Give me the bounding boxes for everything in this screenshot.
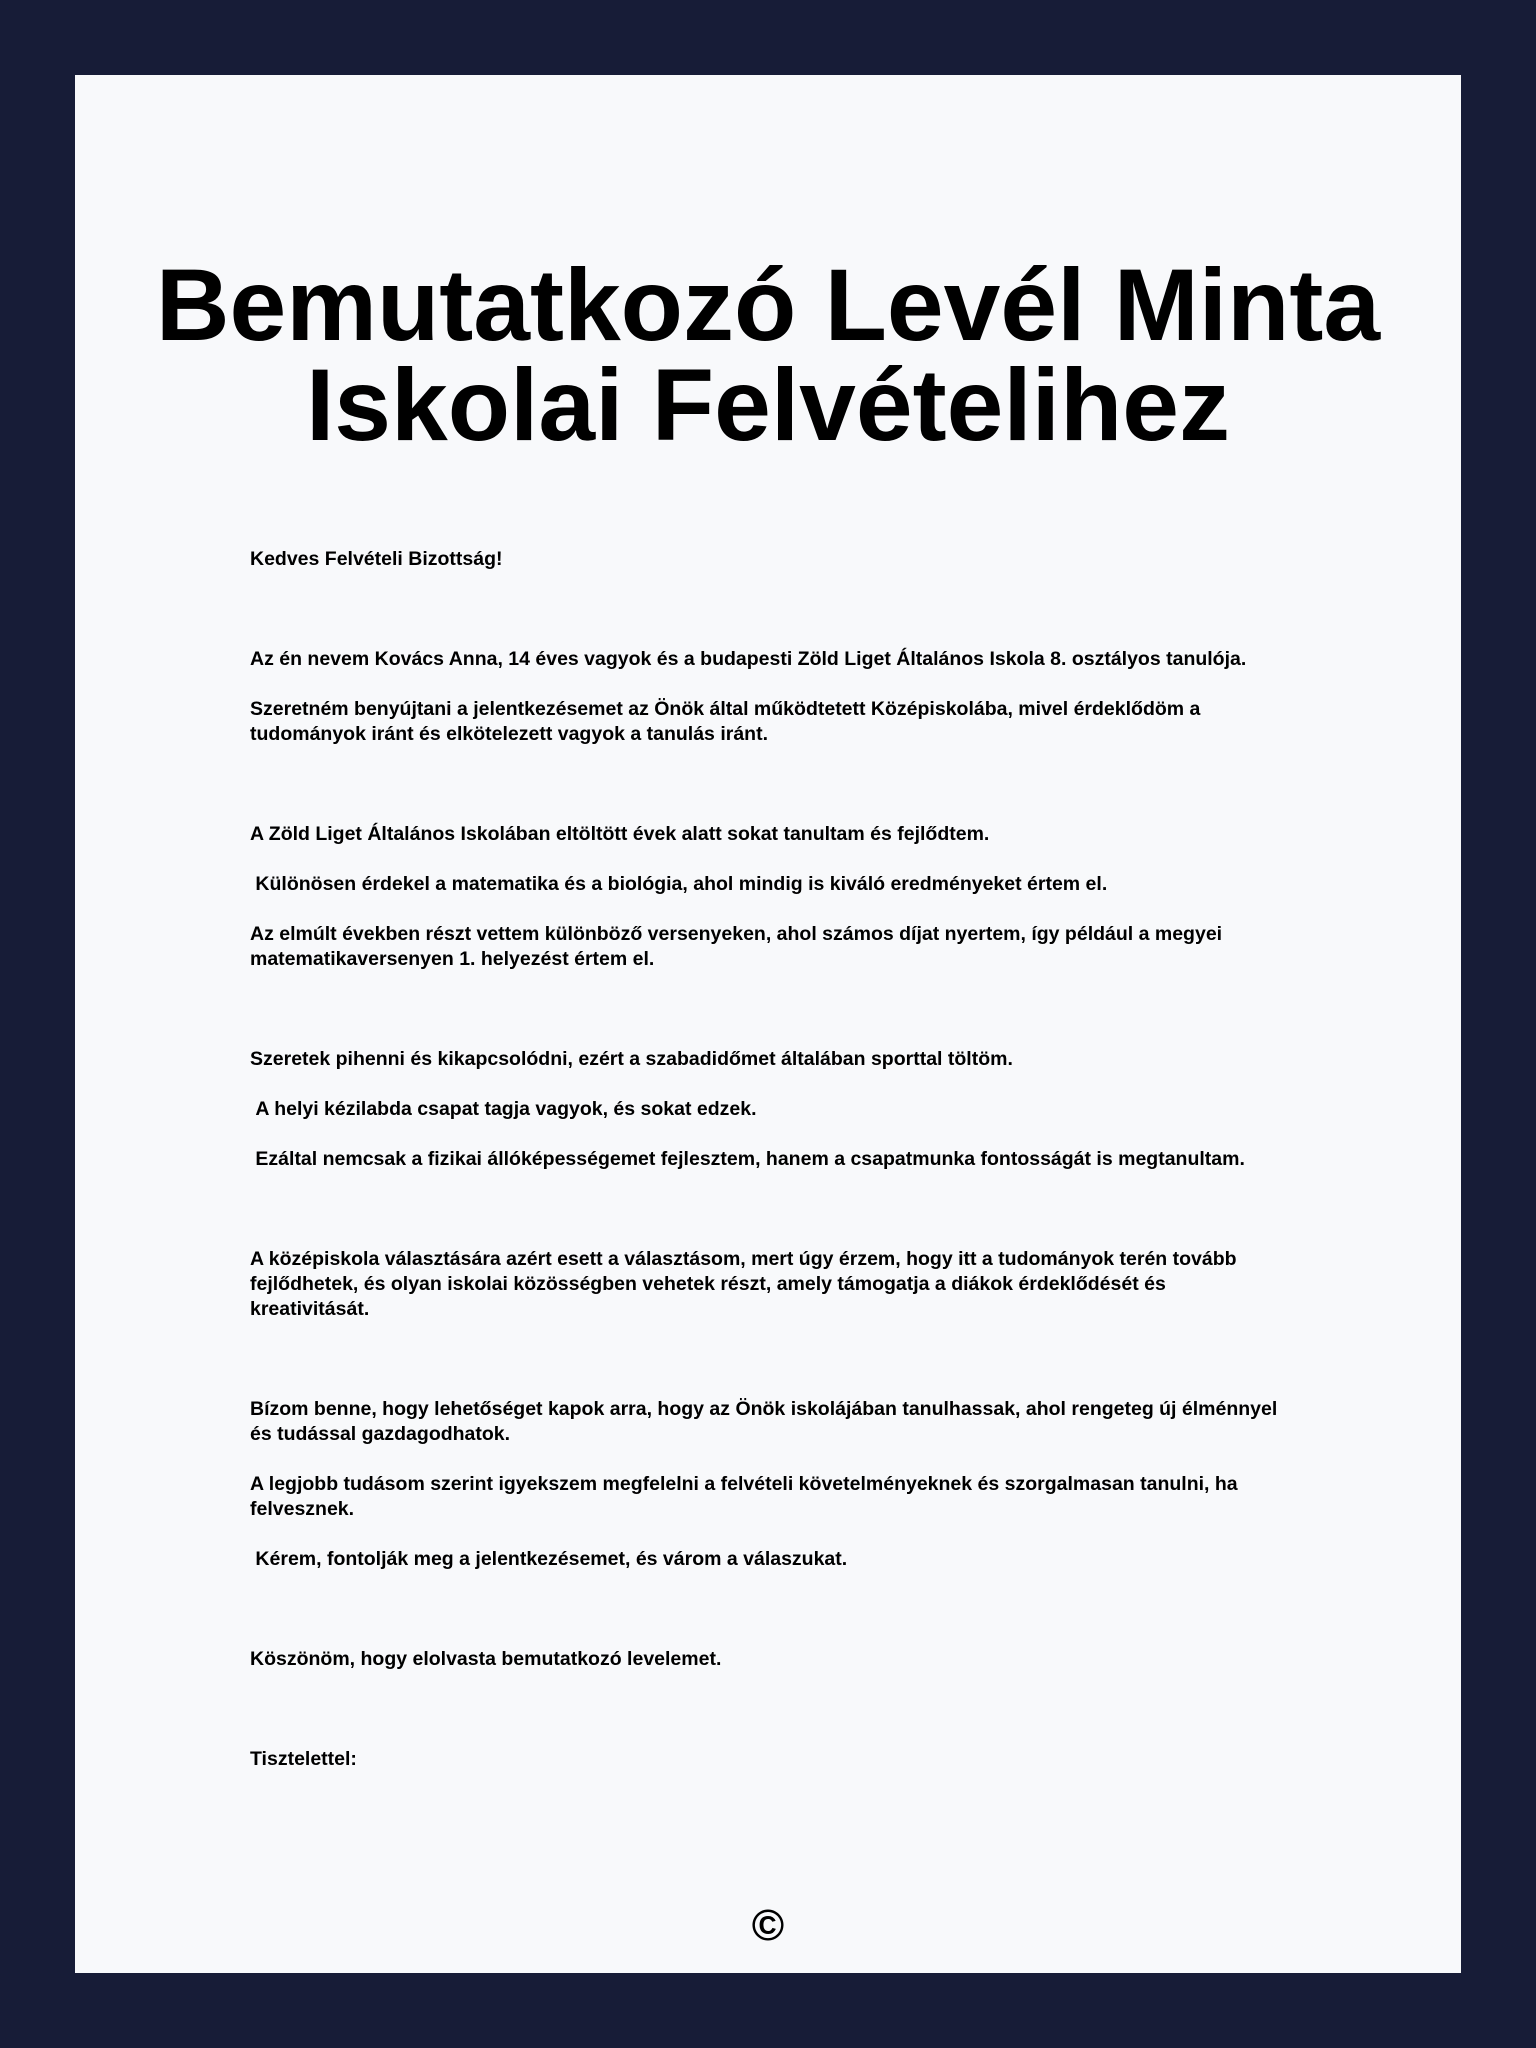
paragraph-request: Kérem, fontolják meg a jelentkezésemet, és várom a válaszukat. bbox=[250, 1548, 848, 1570]
section-gap bbox=[250, 772, 1290, 822]
section-gap bbox=[250, 1697, 1290, 1747]
paragraph-commitment: A legjobb tudásom szerint igyekszem megfelelni a felvételi követelményeknek és szorgalmasan tanulni, ha felvesznek. bbox=[250, 1473, 1244, 1520]
paragraph-thanks: Köszönöm, hogy elolvasta bemutatkozó levelemet. bbox=[250, 1648, 722, 1670]
paragraph-intro: Az én nevem Kovács Anna, 14 éves vagyok és a budapesti Zöld Liget Általános Iskola 8. osztályos tanulója. bbox=[250, 648, 1247, 670]
title-line-1: Bemutatkozó Levél Minta bbox=[155, 248, 1381, 362]
letter-body bbox=[250, 547, 1290, 1797]
section-gap bbox=[250, 1197, 1290, 1247]
greeting: Kedves Felvételi Bizottság! bbox=[250, 548, 503, 570]
title-line-2: Iskolai Felvételihez bbox=[305, 348, 1231, 462]
paragraph-teamwork: Ezáltal nemcsak a fizikai állóképességemet fejlesztem, hanem a csapatmunka fontosságát is megtanultam. bbox=[250, 1148, 1245, 1170]
paragraph-interests: Különösen érdekel a matematika és a biológia, ahol mindig is kiváló eredményeket értem el. bbox=[250, 873, 1108, 895]
closing: Tisztelettel: bbox=[250, 1748, 357, 1770]
paragraph-free-time: Szeretek pihenni és kikapcsolódni, ezért a szabadidőmet általában sporttal töltöm. bbox=[250, 1048, 1013, 1070]
document-page bbox=[75, 75, 1461, 1973]
copyright-icon: © bbox=[751, 1901, 785, 1950]
page-title bbox=[75, 248, 1461, 462]
paragraph-application: Szeretném benyújtani a jelentkezésemet az Önök által működtetett Középiskolába, mivel érdeklődöm a tudományok iránt és elkötelezett vagyok a tanulás iránt. bbox=[250, 698, 1206, 745]
section-gap bbox=[250, 997, 1290, 1047]
paragraph-school: A Zöld Liget Általános Iskolában eltöltött évek alatt sokat tanultam és fejlődtem. bbox=[250, 823, 990, 845]
paragraph-choice: A középiskola választására azért esett a választásom, mert úgy érzem, hogy itt a tudományok terén tovább fejlődhetek, és olyan iskolai közösségben vehetek részt, amely támogatja a diákok érdeklődését és kreativitását. bbox=[250, 1248, 1242, 1320]
section-gap bbox=[250, 597, 1290, 647]
paragraph-handball: A helyi kézilabda csapat tagja vagyok, és sokat edzek. bbox=[250, 1098, 757, 1120]
paragraph-hope: Bízom benne, hogy lehetőséget kapok arra, hogy az Önök iskolájában tanulhassak, ahol rengeteg új élménnyel és tudással gazdagodhatok. bbox=[250, 1398, 1283, 1445]
paragraph-competitions: Az elmúlt években részt vettem különböző versenyeken, ahol számos díjat nyertem, így például a megyei matematikaversenyen 1. helyezést értem el. bbox=[250, 923, 1228, 970]
section-gap bbox=[250, 1347, 1290, 1397]
section-gap bbox=[250, 1597, 1290, 1647]
